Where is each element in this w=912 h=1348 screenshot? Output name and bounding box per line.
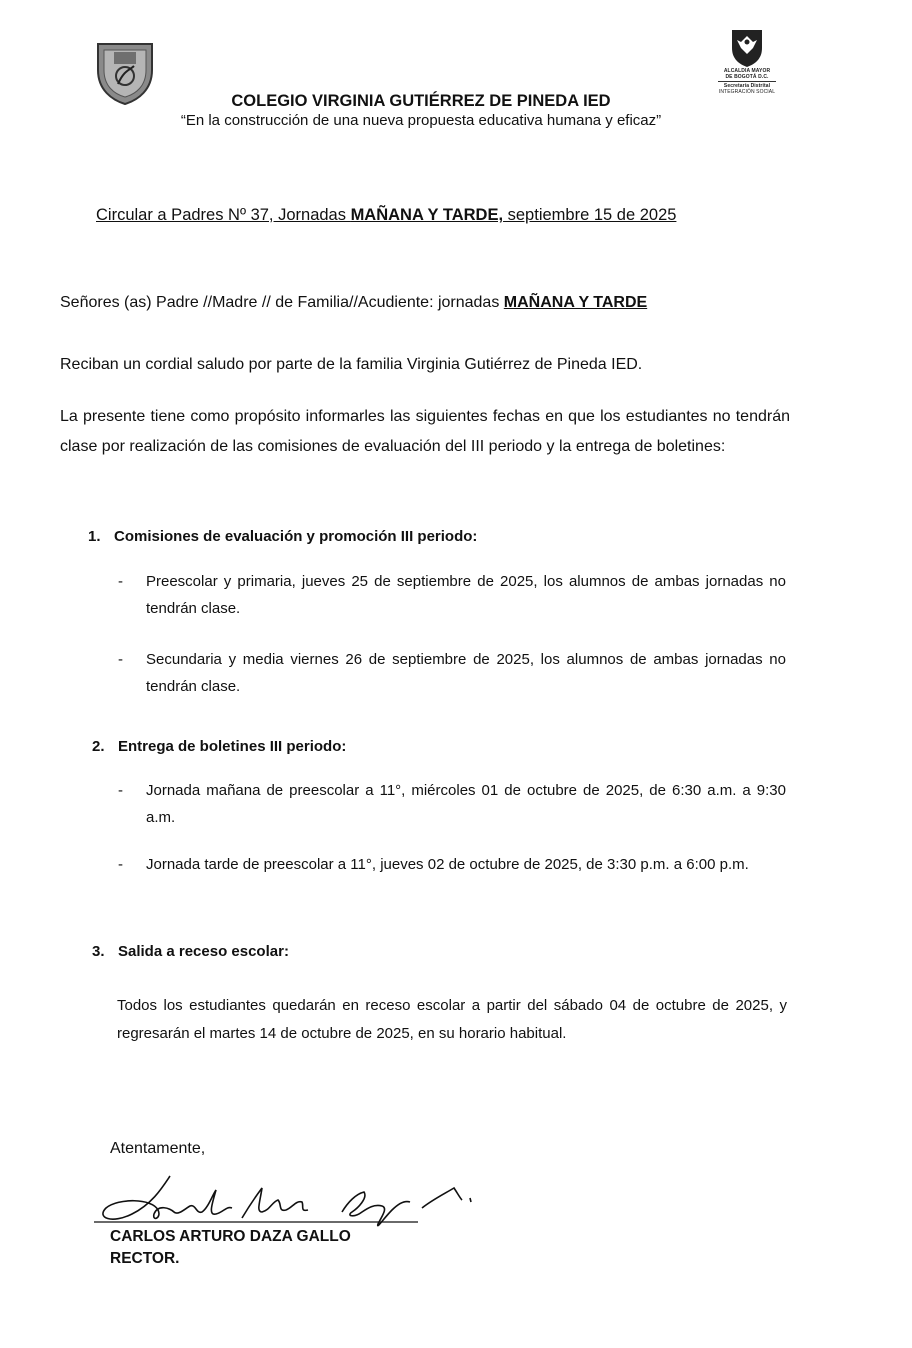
bullet-dash: - xyxy=(118,651,123,668)
section-1-title: Comisiones de evaluación y promoción III periodo: xyxy=(114,528,478,545)
bullet-dash: - xyxy=(118,573,123,590)
bullet-dash: - xyxy=(118,782,123,799)
circular-title-prefix: Circular a Padres Nº 37, Jornadas xyxy=(96,206,351,224)
greeting-bold: MAÑANA Y TARDE xyxy=(503,294,648,311)
signer-name: CARLOS ARTURO DAZA GALLO xyxy=(110,1228,351,1245)
section-2-heading xyxy=(92,738,346,755)
salutation: Reciban un cordial saludo por parte de la familia Virginia Gutiérrez de Pineda IED. xyxy=(60,356,643,373)
bullet-dash: - xyxy=(118,856,123,873)
logo-caption-4: INTEGRACIÓN SOCIAL xyxy=(718,89,776,95)
circular-title xyxy=(96,206,676,225)
section-2-item-1-text: Jornada mañana de preescolar a 11°, miércoles 01 de octubre de 2025, de 6:30 a.m. a 9:30 a.m. xyxy=(146,782,786,826)
section-3-number: 3. xyxy=(92,943,105,960)
section-2-item-2 xyxy=(118,851,786,878)
section-2-title: Entrega de boletines III periodo: xyxy=(118,738,347,755)
school-name: COLEGIO VIRGINIA GUTIÉRREZ DE PINEDA IED xyxy=(231,92,611,110)
section-3-text: Todos los estudiantes quedarán en receso escolar a partir del sábado 04 de octubre de 2025, y regresarán el martes 14 de octubre de 2025, en su horario habitual. xyxy=(117,997,787,1042)
section-3-heading xyxy=(92,943,289,960)
section-1-item-2-text: Secundaria y media viernes 26 de septiembre de 2025, los alumnos de ambas jornadas no tendrán clase. xyxy=(146,651,786,695)
section-2-item-1 xyxy=(118,777,786,831)
section-1-item-1-text: Preescolar y primaria, jueves 25 de septiembre de 2025, los alumnos de ambas jornadas no tendrán clase. xyxy=(146,573,786,617)
section-1-item-2 xyxy=(118,646,786,700)
greeting-prefix: Señores (as) Padre //Madre // de Familia//Acudiente: jornadas xyxy=(60,294,504,311)
section-1-item-1 xyxy=(118,568,786,622)
signature xyxy=(92,1168,482,1232)
logo-caption-1: ALCALDIA MAYOR xyxy=(723,68,771,74)
school-motto: “En la construcción de una nueva propuesta educativa humana y eficaz” xyxy=(180,112,662,129)
signer-title: RECTOR. xyxy=(110,1250,180,1267)
circular-title-date: septiembre 15 de 2025 xyxy=(503,206,677,224)
section-1-number: 1. xyxy=(88,528,101,545)
coat-of-arms-icon xyxy=(729,28,765,68)
section-1-heading xyxy=(88,528,477,545)
logo-caption-2: DE BOGOTÁ D.C. xyxy=(725,74,769,80)
logo-divider xyxy=(718,81,776,82)
section-3-title: Salida a receso escolar: xyxy=(118,943,289,960)
logo-caption-3: Secretaría Distrital xyxy=(723,83,771,89)
greeting xyxy=(60,294,647,312)
circular-title-bold: MAÑANA Y TARDE, xyxy=(350,206,504,224)
section-2-number: 2. xyxy=(92,738,105,755)
closing: Atentamente, xyxy=(110,1140,206,1157)
intro-paragraph: La presente tiene como propósito informarles las siguientes fechas en que los estudiantes no tendrán clase por realización de las comisiones de evaluación del III periodo y la entrega de boletines: xyxy=(60,408,790,455)
section-2-item-2-text: Jornada tarde de preescolar a 11°, jueves 02 de octubre de 2025, de 3:30 p.m. a 6:00 p.m. xyxy=(146,856,749,873)
